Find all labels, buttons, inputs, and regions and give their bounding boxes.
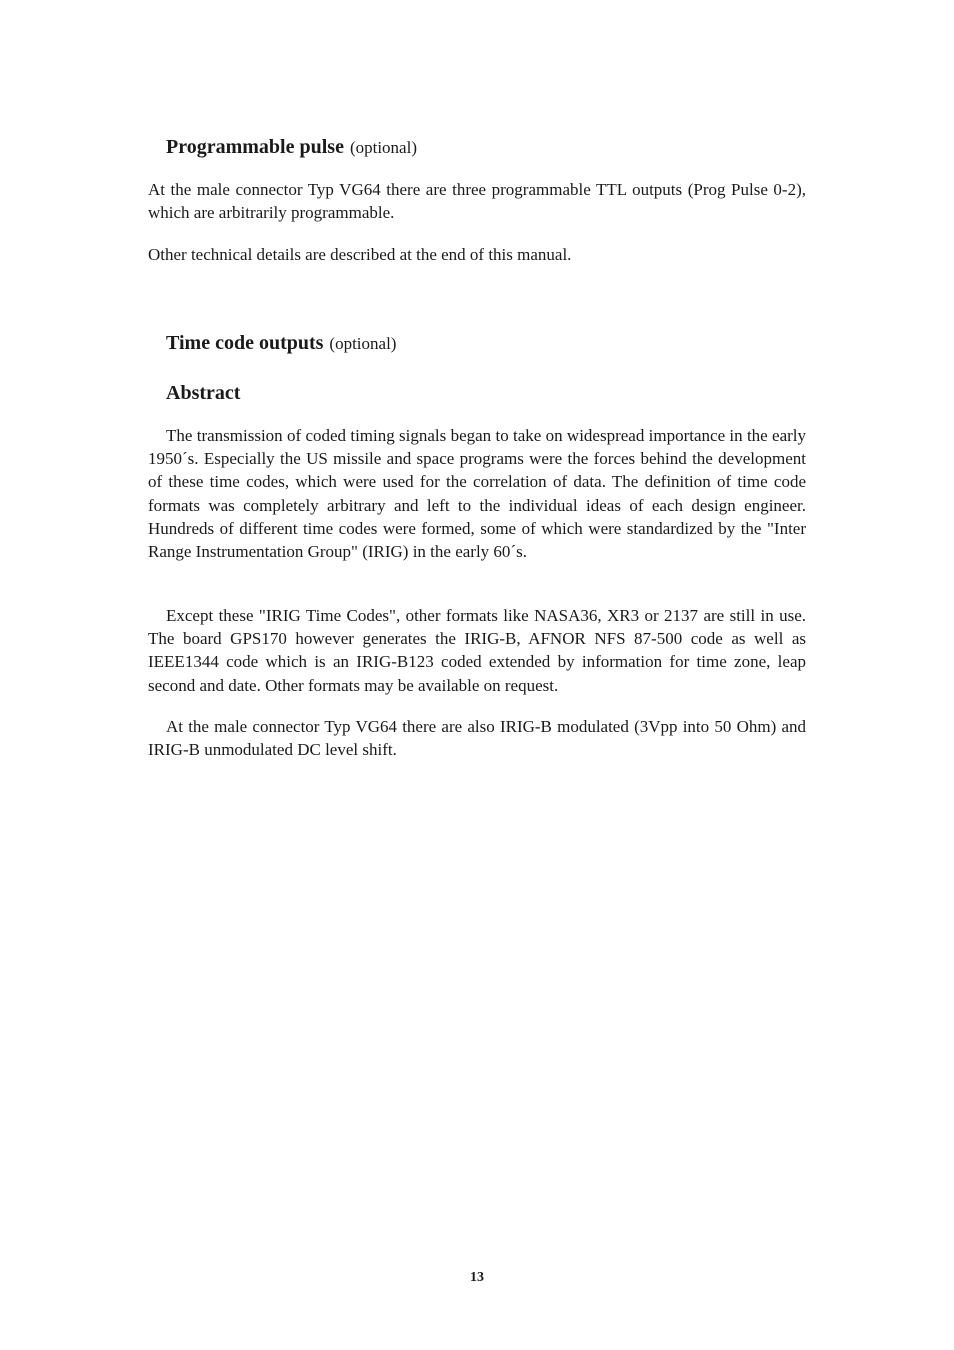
paragraph-abstract-2: Except these "IRIG Time Codes", other formats like NASA36, XR3 or 2137 are still in use. The board GPS170 however generates the IRIG-B, AFNOR NFS 87-500 code as well as IEEE1344 code which is an IRIG-B123 coded extended by information for time zone, leap second and date. Other formats may be available on request. <box>148 606 806 695</box>
heading-time-code-outputs-title: Time code outputs <box>166 332 324 354</box>
heading-abstract <box>166 379 240 406</box>
paragraph-abstract-3: At the male connector Typ VG64 there are also IRIG-B modulated (3Vpp into 50 Ohm) and IRIG-B unmodulated DC level shift. <box>148 717 806 760</box>
heading-time-code-outputs <box>166 329 396 356</box>
heading-programmable-pulse-qualifier: (optional) <box>349 138 417 157</box>
heading-time-code-outputs-qualifier: (optional) <box>329 334 397 353</box>
page-number: 13 <box>470 1270 484 1285</box>
paragraph-programmable-pulse-2: Other technical details are described at the end of this manual. <box>148 245 572 264</box>
paragraph-programmable-pulse-1: At the male connector Typ VG64 there are three programmable TTL outputs (Prog Pulse 0-2), which are arbitrarily programmable. <box>148 180 806 223</box>
paragraph-abstract-1: The transmission of coded timing signals began to take on widespread importance in the early 1950´s. Especially the US missile and space programs were the forces behind the development of these time codes, which were used for the correlation of data. The definition of time code formats was completely arbitrary and left to the individual ideas of each design engineer. Hundreds of different time codes were formed, some of which were standardized by the "Inter Range Instrumentation Group" (IRIG) in the early 60´s. <box>148 426 806 562</box>
heading-programmable-pulse-title: Programmable pulse <box>166 136 344 158</box>
heading-programmable-pulse <box>166 133 417 160</box>
heading-abstract-title: Abstract <box>166 382 241 404</box>
